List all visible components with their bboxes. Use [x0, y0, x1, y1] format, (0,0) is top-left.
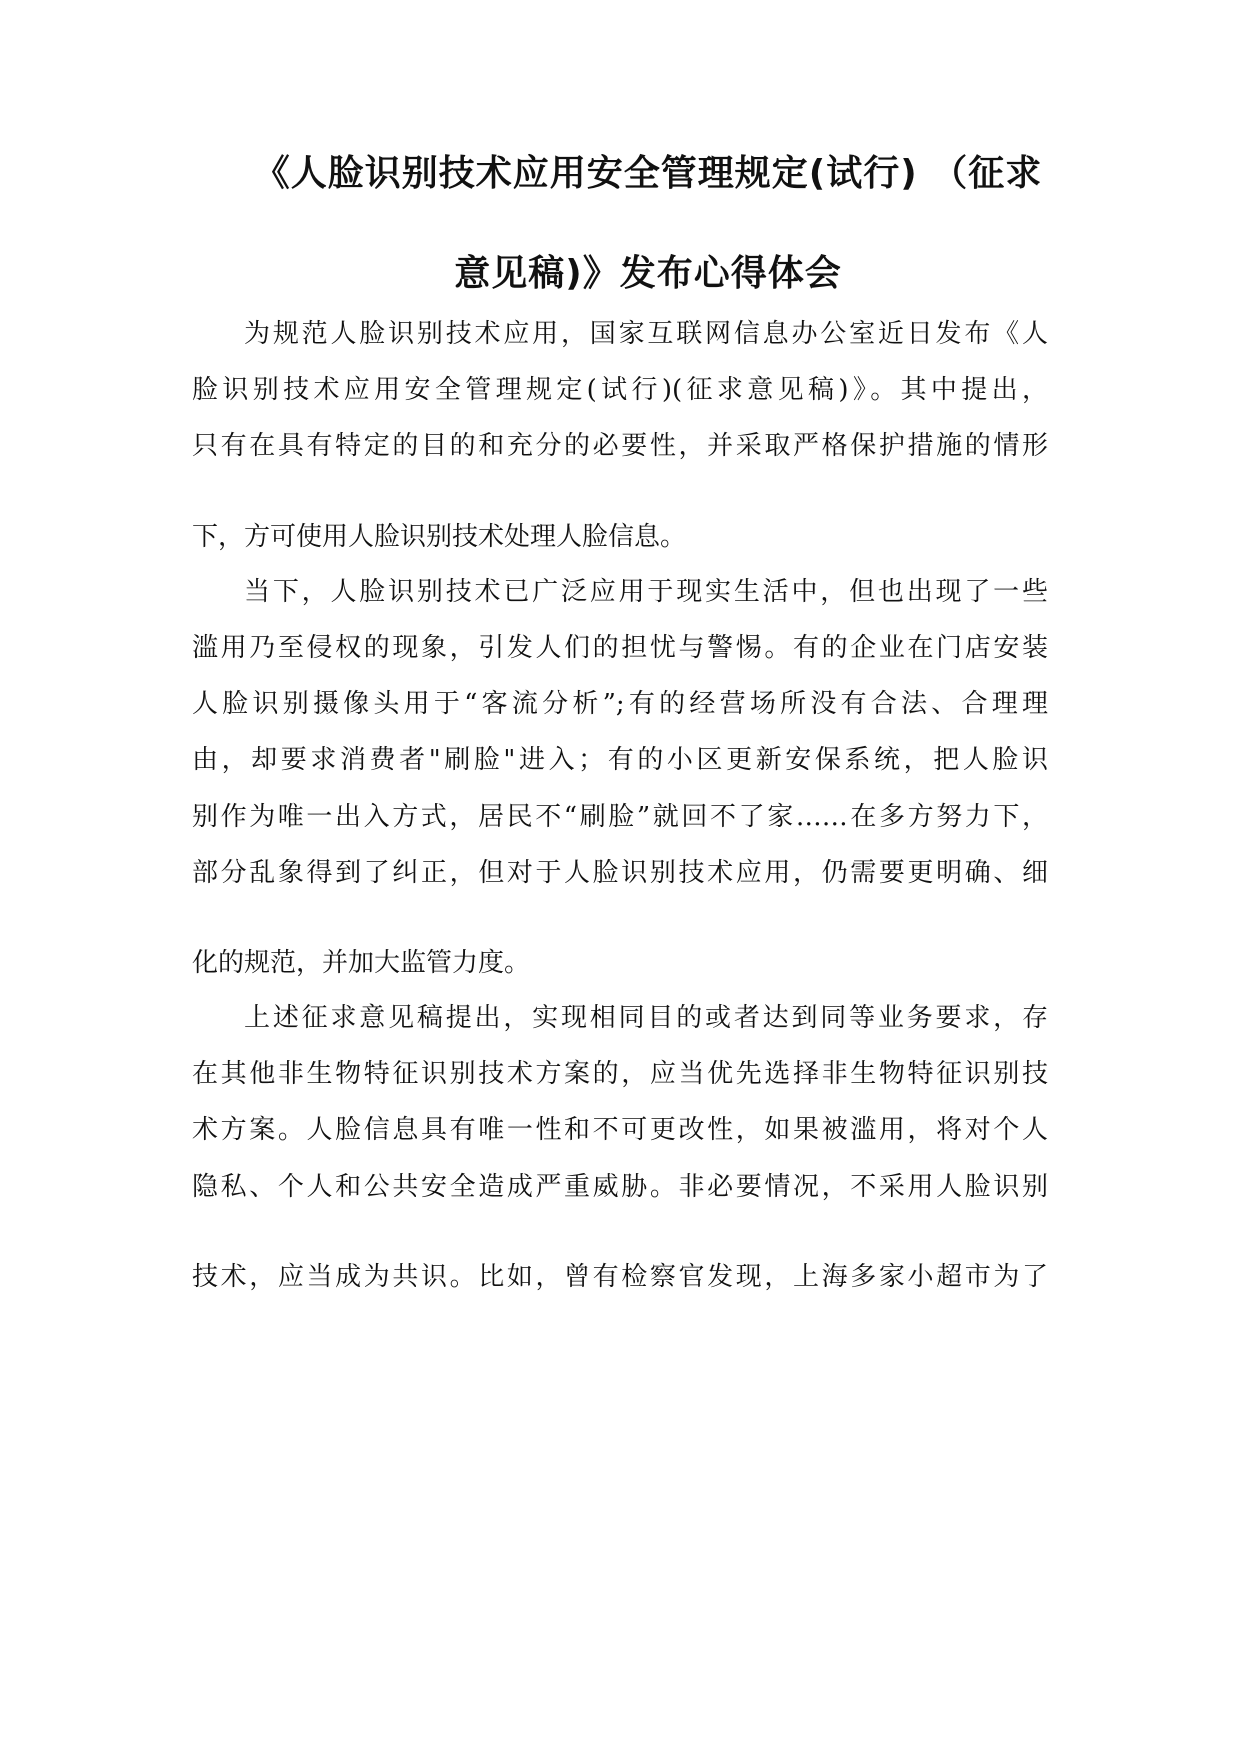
paragraph-2-line-7: 化的规范，并加大监管力度。 [192, 948, 531, 978]
paragraph-2-line-2: 滥用乃至侵权的现象，引发人们的担忧与警惕。有的企业在门店安装 [192, 633, 1048, 663]
paragraph-1-line-3: 只有在具有特定的目的和充分的必要性，并采取严格保护措施的情形 [192, 431, 1048, 461]
paragraph-3-line-4: 隐私、个人和公共安全造成严重威胁。非必要情况，不采用人脸识别 [192, 1172, 1048, 1202]
paragraph-1-line-2: 脸识别技术应用安全管理规定(试行)(征求意见稿)》。其中提出， [192, 375, 1048, 405]
paragraph-2-line-6: 部分乱象得到了纠正，但对于人脸识别技术应用，仍需要更明确、细 [192, 858, 1048, 888]
paragraph-1-line-1: 为规范人脸识别技术应用，国家互联网信息办公室近日发布《人 [244, 319, 1048, 349]
paragraph-3-line-3: 术方案。人脸信息具有唯一性和不可更改性，如果被滥用，将对个人 [192, 1115, 1048, 1145]
paragraph-1-line-4: 下，方可使用人脸识别技术处理人脸信息。 [192, 522, 687, 552]
paragraph-2-line-5: 别作为唯一出入方式，居民不“刷脸”就回不了家……在多方努力下， [192, 802, 1048, 832]
paragraph-3-line-5: 技术，应当成为共识。比如，曾有检察官发现，上海多家小超市为了 [192, 1262, 1048, 1292]
document-title-line-1: 《人脸识别技术应用安全管理规定(试行) （征求 [253, 153, 1043, 194]
paragraph-3-line-1: 上述征求意见稿提出，实现相同目的或者达到同等业务要求，存 [244, 1003, 1048, 1033]
paragraph-2-line-4: 由，却要求消费者"刷脸"进入；有的小区更新安保系统，把人脸识 [192, 745, 1048, 775]
paragraph-2-line-3: 人脸识别摄像头用于“客流分析”;有的经营场所没有合法、合理理 [192, 689, 1048, 719]
paragraph-3-line-2: 在其他非生物特征识别技术方案的，应当优先选择非生物特征识别技 [192, 1059, 1048, 1089]
document-title-line-2: 意见稿)》发布心得体会 [454, 253, 842, 294]
paragraph-2-line-1: 当下，人脸识别技术已广泛应用于现实生活中，但也出现了一些 [244, 577, 1048, 607]
